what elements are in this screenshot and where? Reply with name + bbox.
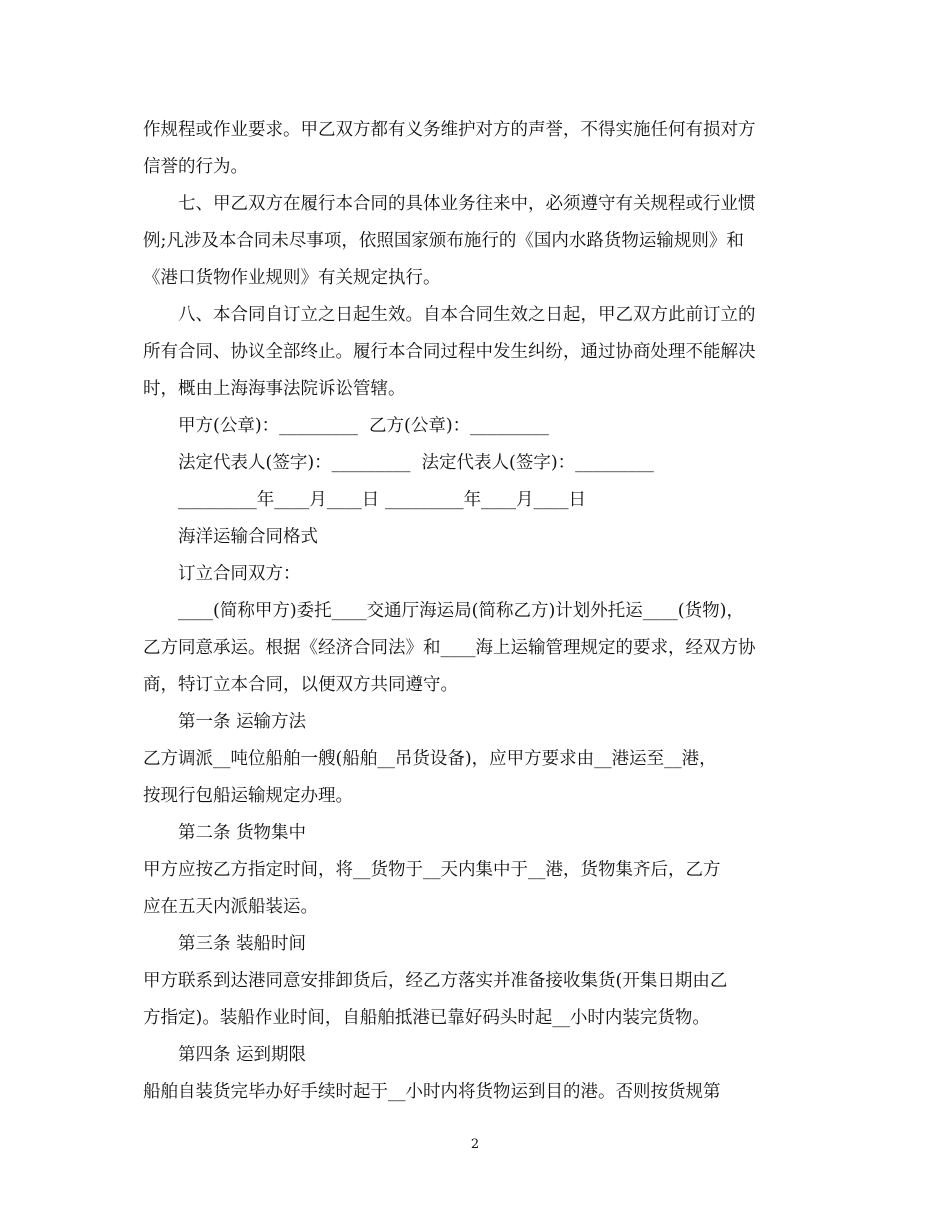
page-number: 2 xyxy=(470,1137,480,1152)
article-4-heading: 第四条 运到期限 xyxy=(178,1045,307,1065)
text-line: 甲方应按乙方指定时间，将__货物于__天内集中于__港，货物集齐后，乙方 xyxy=(143,860,721,880)
clause-8-line: 八、本合同自订立之日起生效。自本合同生效之日起，甲乙双方此前订立的 xyxy=(178,305,756,325)
text-line: 方指定)。装船作业时间，自船舶抵港已靠好码头时起__小时内装完货物。 xyxy=(143,1008,710,1028)
text-line: 《港口货物作业规则》有关规定执行。 xyxy=(143,268,441,288)
text-line: 乙方同意承运。根据《经济合同法》和____海上运输管理规定的要求，经双方协 xyxy=(143,638,756,658)
text-line: 商，特订立本合同，以便双方共同遵守。 xyxy=(143,675,458,695)
section-title: 海洋运输合同格式 xyxy=(178,527,318,547)
article-2-heading: 第二条 货物集中 xyxy=(178,823,307,843)
text-line: 作规程或作业要求。甲乙双方都有义务维护对方的声誉，不得实施任何有损对方 xyxy=(143,120,756,140)
text-line: 乙方调派__吨位船舶一艘(船舶__吊货设备)，应甲方要求由__港运至__港， xyxy=(143,749,717,769)
article-3-heading: 第三条 装船时间 xyxy=(178,934,307,954)
signature-line: 法定代表人(签字)：_________ 法定代表人(签字)：_________ xyxy=(178,453,654,473)
text-line: 按现行包船运输规定办理。 xyxy=(143,786,353,806)
text-line: 时，概由上海海事法院诉讼管辖。 xyxy=(143,379,406,399)
text-line: 甲方联系到达港同意安排卸货后，经乙方落实并准备接收集货(开集日期由乙 xyxy=(143,971,728,991)
parties-heading: 订立合同双方： xyxy=(178,564,301,584)
seal-line: 甲方(公章)：_________ 乙方(公章)：_________ xyxy=(178,416,549,436)
text-line: 信誉的行为。 xyxy=(143,157,248,177)
article-1-heading: 第一条 运输方法 xyxy=(178,712,307,732)
text-line: 例;凡涉及本合同未尽事项，依照国家颁布施行的《国内水路货物运输规则》和 xyxy=(143,231,744,251)
text-line: 船舶自装货完毕办好手续时起于__小时内将货物运到目的港。否则按货规第 xyxy=(143,1082,721,1102)
text-line: 应在五天内派船装运。 xyxy=(143,897,318,917)
clause-7-line: 七、甲乙双方在履行本合同的具体业务往来中，必须遵守有关规程或行业惯 xyxy=(178,194,756,214)
text-line: ____(简称甲方)委托____交通厅海运局(简称乙方)计划外托运____(货物)， xyxy=(178,601,744,621)
date-line: _________年____月____日 _________年____月____日 xyxy=(178,490,587,510)
text-line: 所有合同、协议全部终止。履行本合同过程中发生纠纷，通过协商处理不能解决 xyxy=(143,342,756,362)
